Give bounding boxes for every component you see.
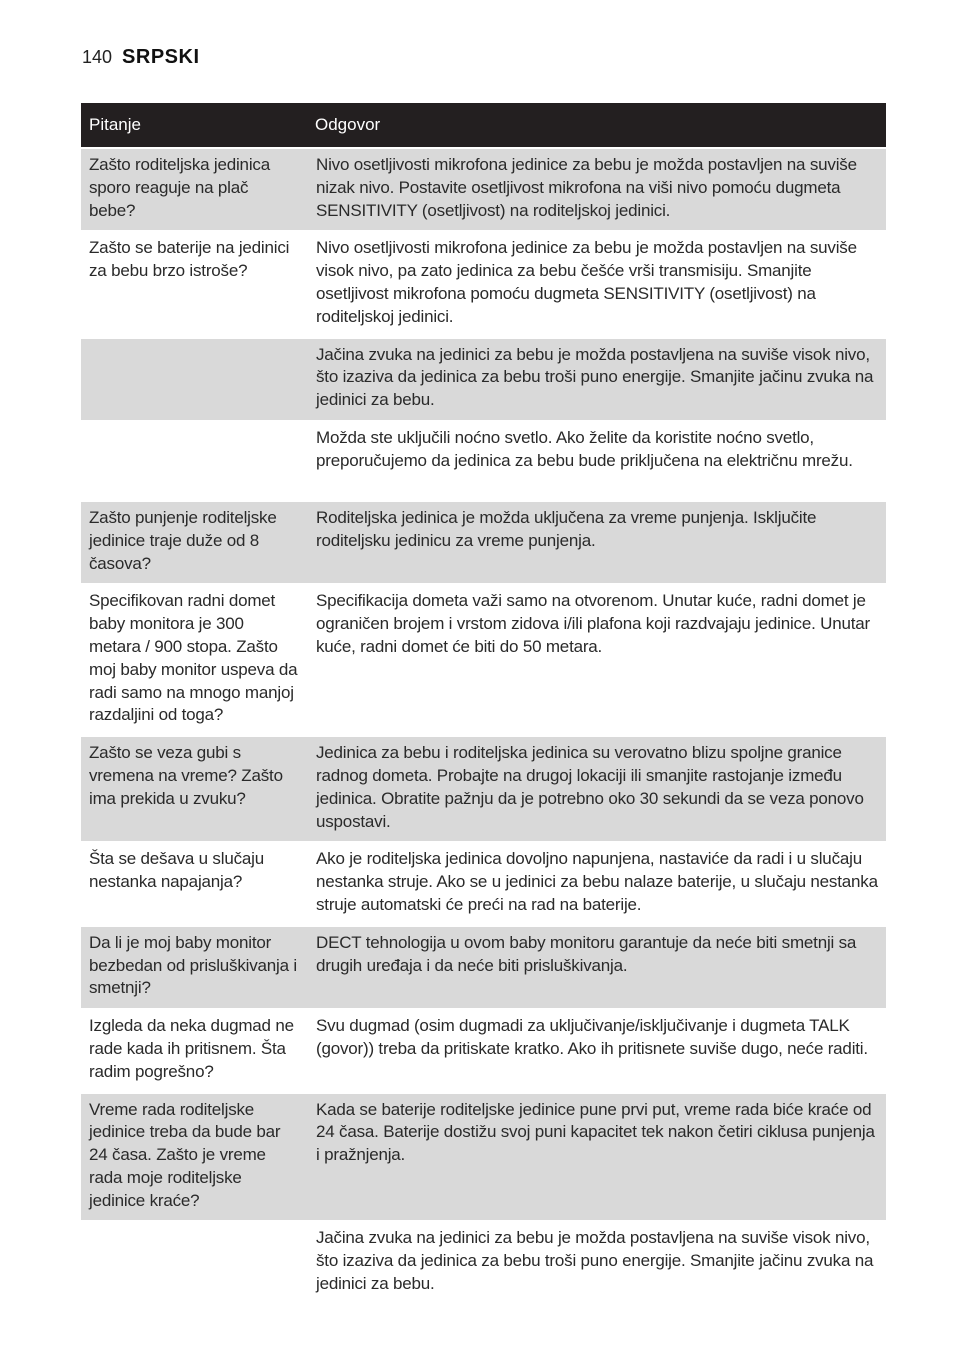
- answer-cell: Ako je roditeljska jedinica dovoljno napunjena, nastaviće da radi i u slučaju nestanka struje. Ako se u jedinici za bebu nalaze baterije, u slučaju nestanka struje automatski će preći na rad na baterije.: [307, 842, 886, 925]
- table-row: [81, 148, 886, 231]
- table-row: [81, 1093, 886, 1222]
- answer-cell: Nivo osetljivosti mikrofona jedinice za bebu je možda postavljen na suviše nizak nivo. Postavite osetljivost mikrofona na viši nivo pomoću dugmeta SENSITIVITY (osetljivost) na roditeljskoj jedinici.: [307, 148, 886, 231]
- column-header-question: Pitanje: [81, 103, 307, 148]
- table-row: [81, 501, 886, 584]
- answer-cell: Roditeljska jedinica je možda uključena za vreme punjenja. Isključite roditeljsku jedinicu za vreme punjenja.: [307, 501, 886, 584]
- question-cell: Zašto roditeljska jedinica sporo reaguje na plač bebe?: [81, 148, 307, 231]
- column-header-answer: Odgovor: [307, 103, 886, 148]
- question-cell: [81, 1221, 307, 1303]
- answer-cell: Specifikacija dometa važi samo na otvorenom. Unutar kuće, radni domet je ograničen brojem i vrstom zidova i/ili plafona koji razdvajaju jedinice. Unutar kuće, radni domet će biti do 50 metara.: [307, 584, 886, 736]
- table-row: [81, 736, 886, 842]
- table-header-row: [81, 103, 886, 148]
- table-row: [81, 338, 886, 421]
- answer-cell: Svu dugmad (osim dugmadi za uključivanje/isključivanje i dugmeta TALK (govor)) treba da pritiskate kratko. Ako ih pritisnete suviše dugo, neće raditi.: [307, 1009, 886, 1092]
- page-header: [82, 46, 200, 76]
- answer-cell: Jačina zvuka na jedinici za bebu je možda postavljena na suviše visok nivo, što izaziva da jedinica za bebu troši puno energije. Smanjite jačinu zvuka na jedinici za bebu.: [307, 1221, 886, 1303]
- table-row: [81, 1221, 886, 1303]
- question-cell: Vreme rada roditeljske jedinice treba da bude bar 24 časa. Zašto je vreme rada moje roditeljske jedinice kraće?: [81, 1093, 307, 1222]
- question-cell: Zašto se veza gubi s vremena na vreme? Zašto ima prekida u zvuku?: [81, 736, 307, 842]
- table-row: [81, 842, 886, 925]
- table-row: [81, 926, 886, 1009]
- answer-cell: Nivo osetljivosti mikrofona jedinice za bebu je možda postavljen na suviše visok nivo, pa zato jedinica za bebu češće vrši transmisiju. Smanjite osetljivost mikrofona pomoću dugmeta SENSITIVITY (osetljivost) na roditeljskoj jedinici.: [307, 231, 886, 337]
- question-cell: Šta se dešava u slučaju nestanka napajanja?: [81, 842, 307, 925]
- faq-table: [81, 103, 886, 1304]
- page-number: 140: [82, 47, 113, 67]
- answer-cell: Jedinica za bebu i roditeljska jedinica su verovatno blizu spoljne granice radnog dometa. Probajte na drugoj lokaciji ili smanjite rastojanje između jedinica. Obratite pažnju da je potrebno oko 30 sekundi da se veza ponovo uspostavi.: [307, 736, 886, 842]
- question-cell: Da li je moj baby monitor bezbedan od prisluškivanja i smetnji?: [81, 926, 307, 1009]
- question-cell: [81, 338, 307, 421]
- table-row: [81, 1009, 886, 1092]
- table-row: [81, 231, 886, 337]
- question-cell: Zašto se baterije na jedinici za bebu brzo istroše?: [81, 231, 307, 337]
- answer-cell: Jačina zvuka na jedinici za bebu je možda postavljena na suviše visok nivo, što izaziva da jedinica za bebu troši puno energije. Smanjite jačinu zvuka na jedinici za bebu.: [307, 338, 886, 421]
- answer-cell: Kada se baterije roditeljske jedinice pune prvi put, vreme rada biće kraće od 24 časa. Baterije dostižu svoj puni kapacitet tek nakon četiri ciklusa punjenja i pražnjenja.: [307, 1093, 886, 1222]
- table-row: [81, 421, 886, 501]
- question-cell: [81, 421, 307, 501]
- answer-cell: Možda ste uključili noćno svetlo. Ako želite da koristite noćno svetlo, preporučujemo da jedinica za bebu bude priključena na električnu mrežu.: [307, 421, 886, 501]
- answer-cell: DECT tehnologija u ovom baby monitoru garantuje da neće biti smetnji sa drugih uređaja i da neće biti prisluškivanja.: [307, 926, 886, 1009]
- question-cell: Zašto punjenje roditeljske jedinice traje duže od 8 časova?: [81, 501, 307, 584]
- question-cell: Specifikovan radni domet baby monitora je 300 metara / 900 stopa. Zašto moj baby monitor uspeva da radi samo na mnogo manjoj razdaljini od toga?: [81, 584, 307, 736]
- section-title: SRPSKI: [122, 46, 200, 68]
- table-row: [81, 584, 886, 736]
- question-cell: Izgleda da neka dugmad ne rade kada ih pritisnem. Šta radim pogrešno?: [81, 1009, 307, 1092]
